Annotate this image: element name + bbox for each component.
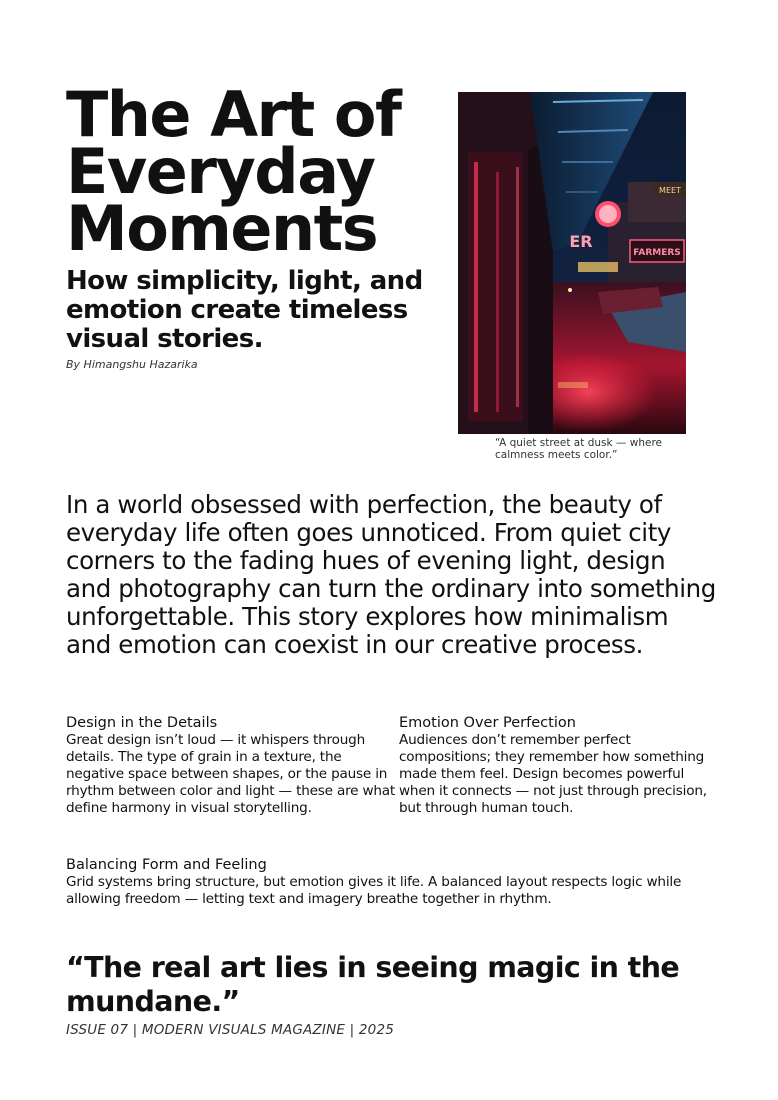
article-title: The Art of Everyday Moments	[66, 78, 401, 265]
meet-sign: MEET	[659, 186, 681, 195]
section-heading: Balancing Form and Feeling	[66, 857, 267, 873]
issue-footer: ISSUE 07 | MODERN VISUALS MAGAZINE | 2025	[66, 1022, 395, 1038]
section-body: Grid systems bring structure, but emotion gives it life. A balanced layout respects logic while allowing freedom — letting text and imagery breathe together in rhythm.	[66, 874, 682, 907]
lead-paragraph: In a world obsessed with perfection, the beauty of everyday life often goes unnoticed. From quiet city corners to the fading hues of evening light, design and photography can turn the ordinary into something unforgettable. This story explores how minimalism and emotion can coexist in our creative process.	[66, 490, 716, 659]
article-subtitle: How simplicity, light, and emotion create timeless visual stories.	[66, 266, 423, 354]
farmers-sign: FARMERS	[633, 248, 681, 258]
section-heading: Design in the Details	[66, 715, 218, 731]
article-byline: By Himangshu Hazarika	[66, 358, 198, 371]
section-heading: Emotion Over Perfection	[399, 715, 576, 731]
section-balancing-form-and-feeling	[66, 857, 716, 908]
er-sign: ER	[569, 232, 593, 251]
photo-caption: “A quiet street at dusk — where calmness meets color.”	[495, 437, 662, 461]
street-photo	[458, 92, 686, 434]
section-emotion-over-perfection	[399, 715, 719, 817]
section-body: Great design isn’t loud — it whispers through details. The type of grain in a texture, the negative space between shapes, or the pause in rhythm between color and light — these are what define harmony in visual storytelling.	[66, 732, 396, 816]
section-design-in-the-details	[66, 715, 396, 817]
pull-quote: “The real art lies in seeing magic in the mundane.”	[66, 951, 680, 1018]
section-body: Audiences don’t remember perfect compositions; they remember how something made them feel. Design becomes powerful when it connects — not just through precision, but through human touch.	[399, 732, 707, 816]
